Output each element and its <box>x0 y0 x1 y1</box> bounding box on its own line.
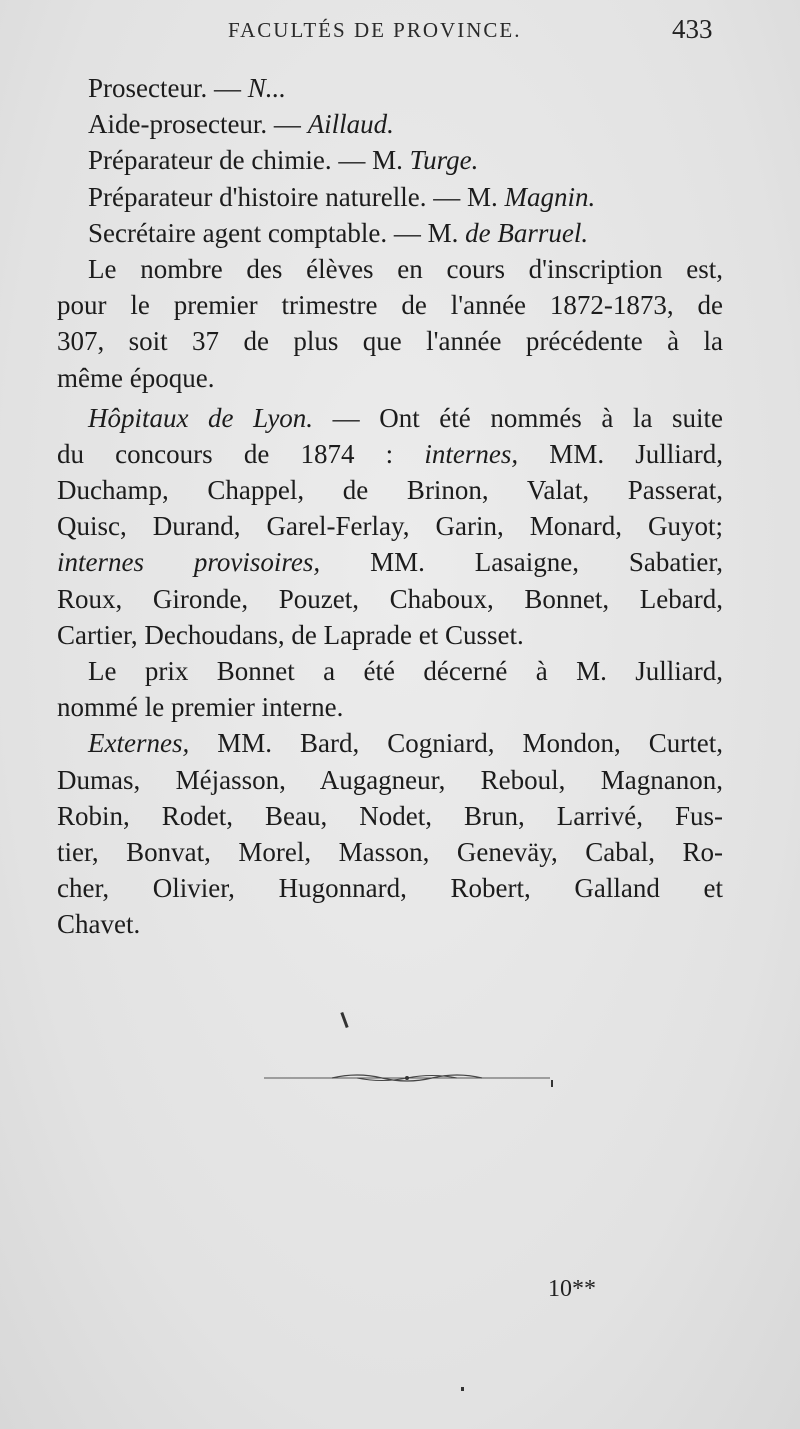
ink-speck <box>461 1387 464 1391</box>
hospitals-line: Cartier, Dechoudans, de Laprade et Cusset. <box>57 619 524 650</box>
enrollment-line: pour le premier trimestre de l'année 1872-1873, de <box>57 290 723 321</box>
staff-line: Préparateur d'histoire naturelle. — M. Magnin. <box>88 181 596 212</box>
signature-mark: 10** <box>548 1276 596 1302</box>
prize-line: nommé le premier interne. <box>57 692 344 723</box>
staff-line: Aide-prosecteur. — Aillaud. <box>88 109 394 140</box>
staff-line: Préparateur de chimie. — M. Turge. <box>88 145 479 176</box>
ink-speck <box>340 1012 348 1028</box>
ink-speck <box>551 1080 553 1087</box>
hospitals-line: Duchamp, Chappel, de Brinon, Valat, Passerat, <box>57 475 723 506</box>
externes-line: Externes, MM. Bard, Cogniard, Mondon, Curtet, <box>88 728 723 759</box>
externes-line: Dumas, Méjasson, Augagneur, Reboul, Magnanon, <box>57 764 723 795</box>
staff-line: Secrétaire agent comptable. — M. de Barruel. <box>88 217 589 248</box>
hospitals-line: Hôpitaux de Lyon. — Ont été nommés à la suite <box>88 402 723 433</box>
staff-line: Prosecteur. — N... <box>88 73 286 103</box>
externes-line: cher, Olivier, Hugonnard, Robert, Galland et <box>57 873 723 904</box>
ornament-rule <box>262 1071 552 1085</box>
hospitals-heading: Hôpitaux de Lyon. <box>88 402 314 433</box>
page-header <box>0 12 800 48</box>
externes-label: Externes, <box>88 728 190 759</box>
externes-line: Chavet. <box>57 909 141 940</box>
externes-line: tier, Bonvat, Morel, Masson, Geneväy, Cabal, Ro- <box>57 836 723 867</box>
enrollment-line: 307, soit 37 de plus que l'année précédente à la <box>57 326 723 357</box>
running-title: FACULTÉS DE PROVINCE. <box>228 18 522 42</box>
externes-line: Robin, Rodet, Beau, Nodet, Brun, Larrivé, Fus- <box>57 800 723 831</box>
page-number: 433 <box>672 14 713 44</box>
hospitals-line: Quisc, Durand, Garel-Ferlay, Garin, Monard, Guyot; <box>57 511 723 542</box>
enrollment-line: même époque. <box>57 362 215 393</box>
hospitals-line: internes provisoires, MM. Lasaigne, Sabatier, <box>57 547 723 578</box>
prize-line: Le prix Bonnet a été décerné à M. Julliard, <box>88 656 723 686</box>
enrollment-line: Le nombre des élèves en cours d'inscription est, <box>88 253 723 284</box>
hospitals-line: du concours de 1874 : internes, MM. Julliard, <box>57 438 723 469</box>
body-text <box>57 70 723 943</box>
hospitals-line: Roux, Gironde, Pouzet, Chaboux, Bonnet, Lebard, <box>57 583 723 614</box>
